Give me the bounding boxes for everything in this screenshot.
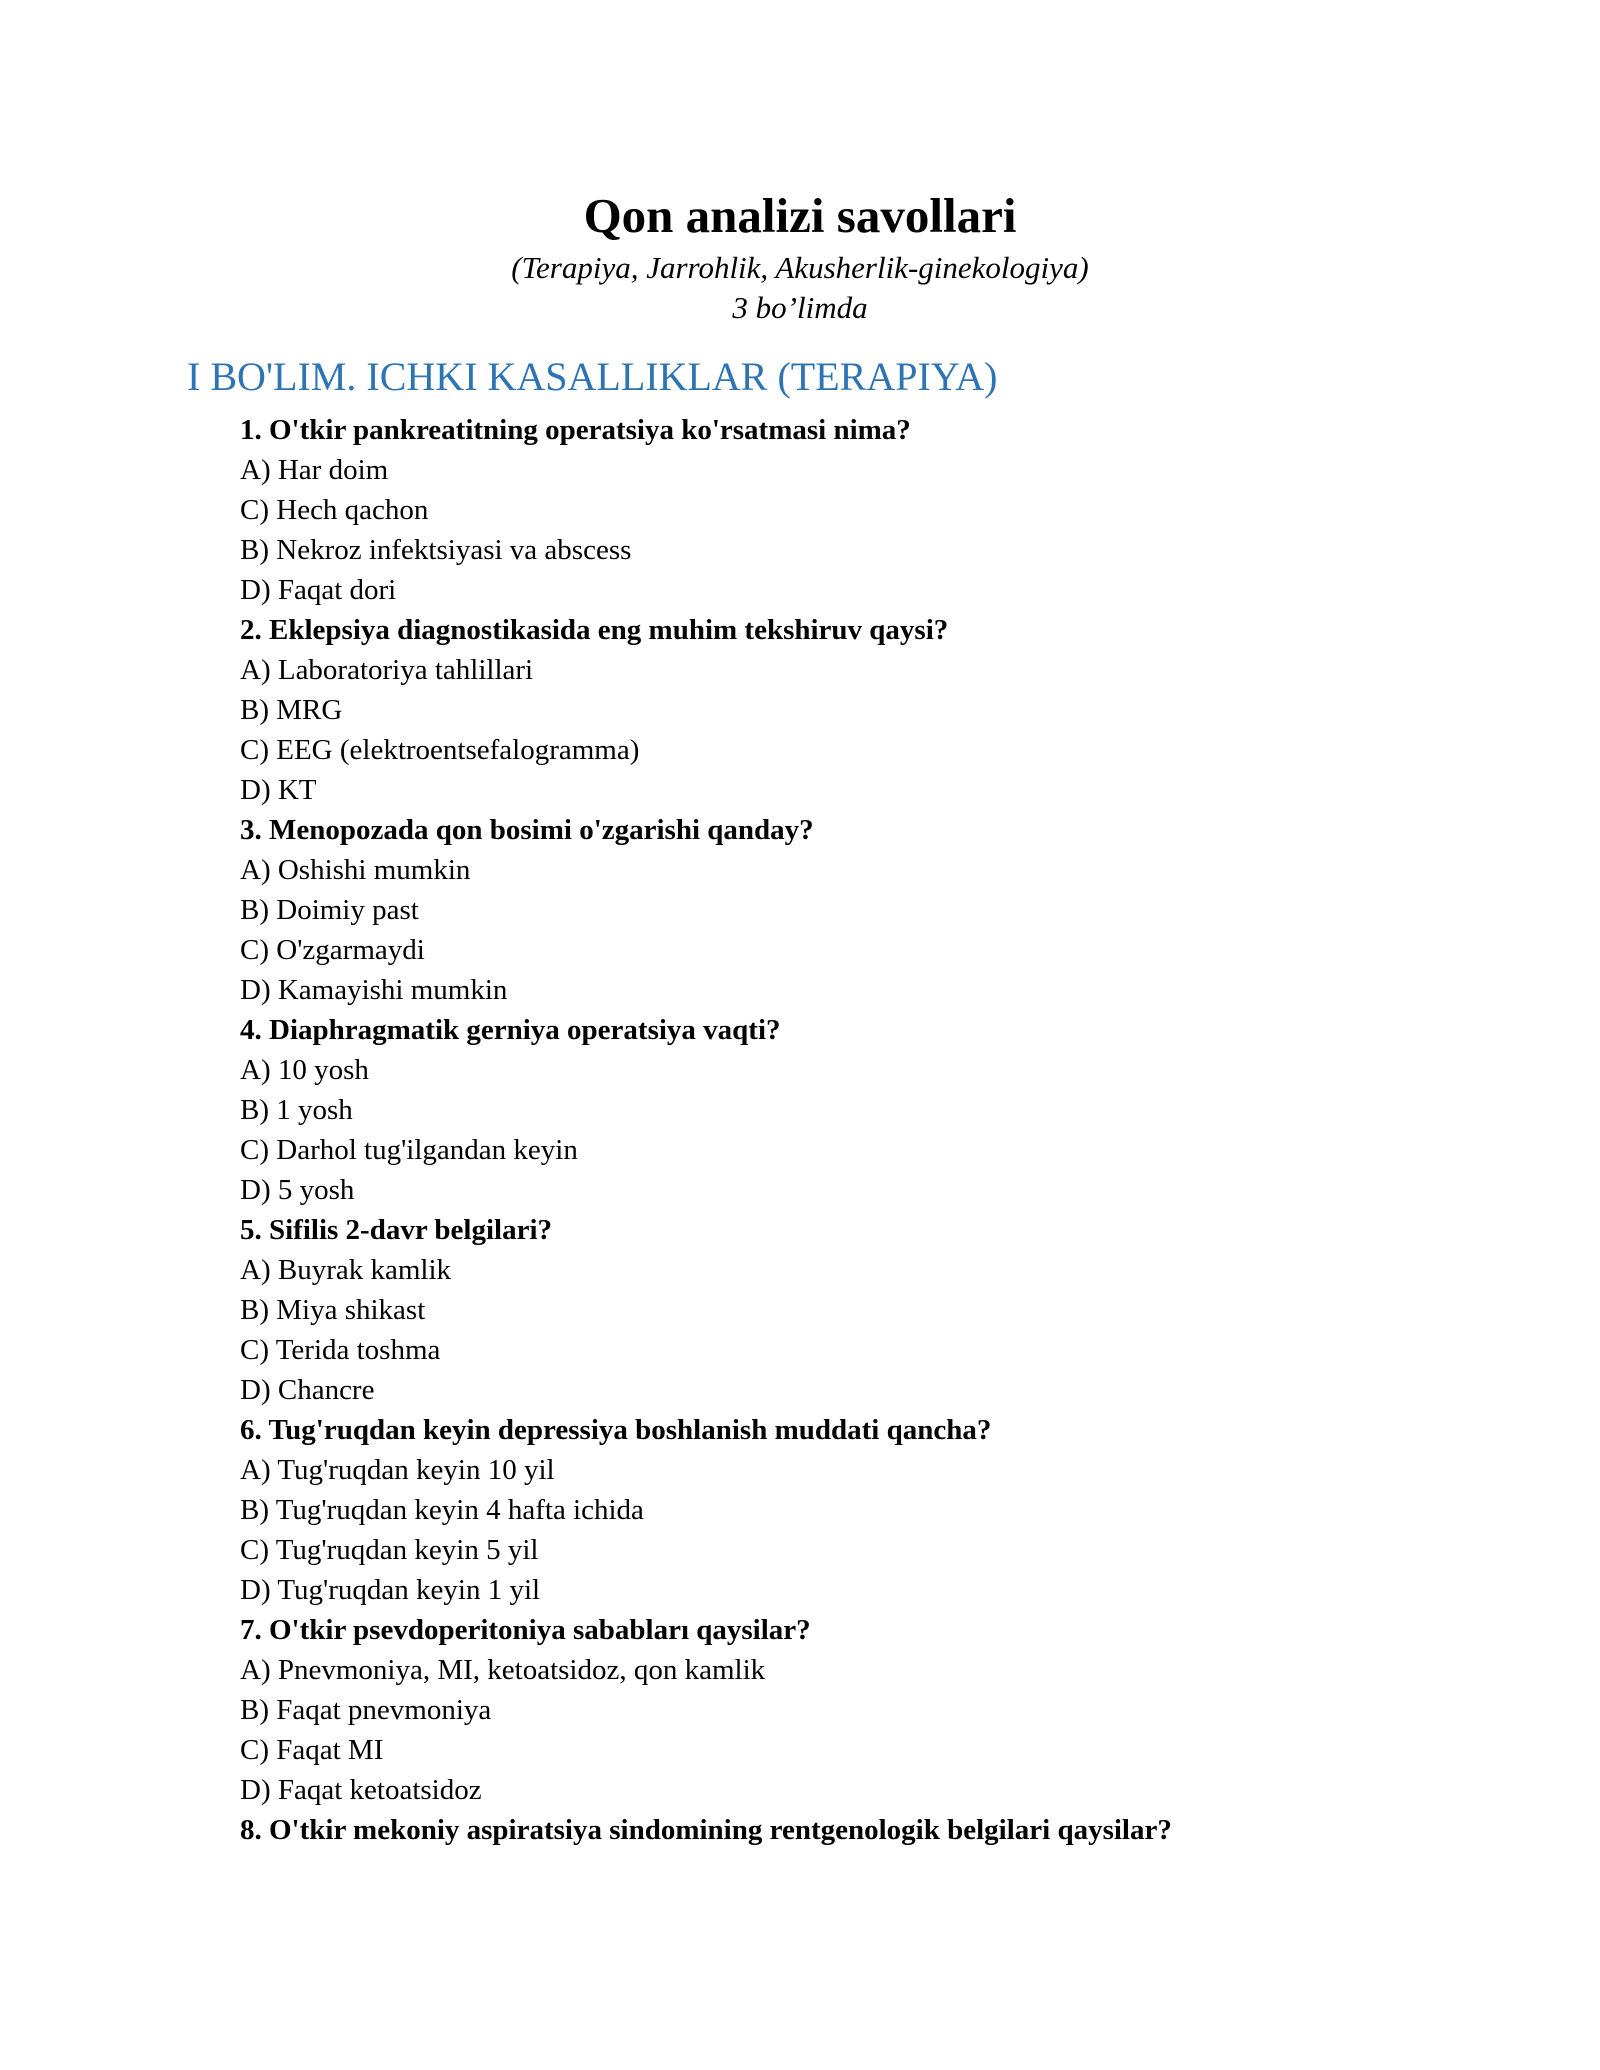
answer-option: A) Buyrak kamlik [240, 1254, 452, 1286]
question-block [240, 410, 1440, 610]
document-subtitle: (Terapiya, Jarrohlik, Akusherlik-ginekologiya) [511, 250, 1089, 285]
question-block [240, 1410, 1440, 1610]
answer-option: A) 10 yosh [240, 1054, 369, 1086]
question-list [240, 410, 1440, 1850]
answer-option: A) Tug'ruqdan keyin 10 yil [240, 1454, 555, 1486]
question-text: 6. Tug'ruqdan keyin depressiya boshlanish muddati qancha? [240, 1414, 992, 1446]
answer-option: A) Pnevmoniya, MI, ketoatsidoz, qon kamlik [240, 1654, 766, 1686]
answer-option: A) Har doim [240, 454, 389, 486]
document-parts-note: 3 bo’limda [732, 290, 868, 325]
answer-option: A) Oshishi mumkin [240, 854, 471, 886]
answer-option: C) EEG (elektroentsefalogramma) [240, 734, 640, 766]
question-block [240, 1010, 1440, 1210]
answer-option: C) Tug'ruqdan keyin 5 yil [240, 1534, 539, 1566]
answer-option: D) Faqat ketoatsidoz [240, 1774, 482, 1806]
answer-option: B) 1 yosh [240, 1094, 353, 1126]
question-text: 3. Menopozada qon bosimi o'zgarishi qanday? [240, 814, 814, 846]
answer-option: C) O'zgarmaydi [240, 934, 425, 966]
answer-option: B) MRG [240, 694, 343, 726]
answer-option: B) Miya shikast [240, 1294, 426, 1326]
answer-option: D) Chancre [240, 1374, 375, 1406]
question-text: 7. O'tkir psevdoperitoniya sababları qaysilar? [240, 1614, 811, 1646]
question-block [240, 1810, 1440, 1850]
question-text: 1. O'tkir pankreatitning operatsiya ko'rsatmasi nima? [240, 414, 911, 446]
question-block [240, 1610, 1440, 1810]
question-block [240, 810, 1440, 1010]
answer-option: D) Faqat dori [240, 574, 397, 606]
answer-option: B) Tug'ruqdan keyin 4 hafta ichida [240, 1494, 644, 1526]
question-text: 5. Sifilis 2-davr belgilari? [240, 1214, 553, 1246]
question-block [240, 610, 1440, 810]
question-text: 8. O'tkir mekoniy aspiratsiya sindomining rentgenologik belgilari qaysilar? [240, 1814, 1172, 1846]
answer-option: D) KT [240, 774, 317, 806]
question-block [240, 1210, 1440, 1410]
document-title: Qon analizi savollari [583, 188, 1017, 243]
answer-option: C) Terida toshma [240, 1334, 441, 1366]
answer-option: B) Faqat pnevmoniya [240, 1694, 492, 1726]
answer-option: B) Doimiy past [240, 894, 419, 926]
question-text: 4. Diaphragmatik gerniya operatsiya vaqti? [240, 1014, 781, 1046]
answer-option: D) Tug'ruqdan keyin 1 yil [240, 1574, 541, 1606]
section-heading: I BO'LIM. ICHKI KASALLIKLAR (TERAPIYA) [187, 354, 998, 399]
answer-option: A) Laboratoriya tahlillari [240, 654, 534, 686]
answer-option: C) Darhol tug'ilgandan keyin [240, 1134, 578, 1166]
question-text: 2. Eklepsiya diagnostikasida eng muhim tekshiruv qaysi? [240, 614, 949, 646]
answer-option: C) Hech qachon [240, 494, 429, 526]
answer-option: D) Kamayishi mumkin [240, 974, 508, 1006]
answer-option: D) 5 yosh [240, 1174, 355, 1206]
answer-option: B) Nekroz infektsiyasi va abscess [240, 534, 632, 566]
answer-option: C) Faqat MI [240, 1734, 384, 1766]
